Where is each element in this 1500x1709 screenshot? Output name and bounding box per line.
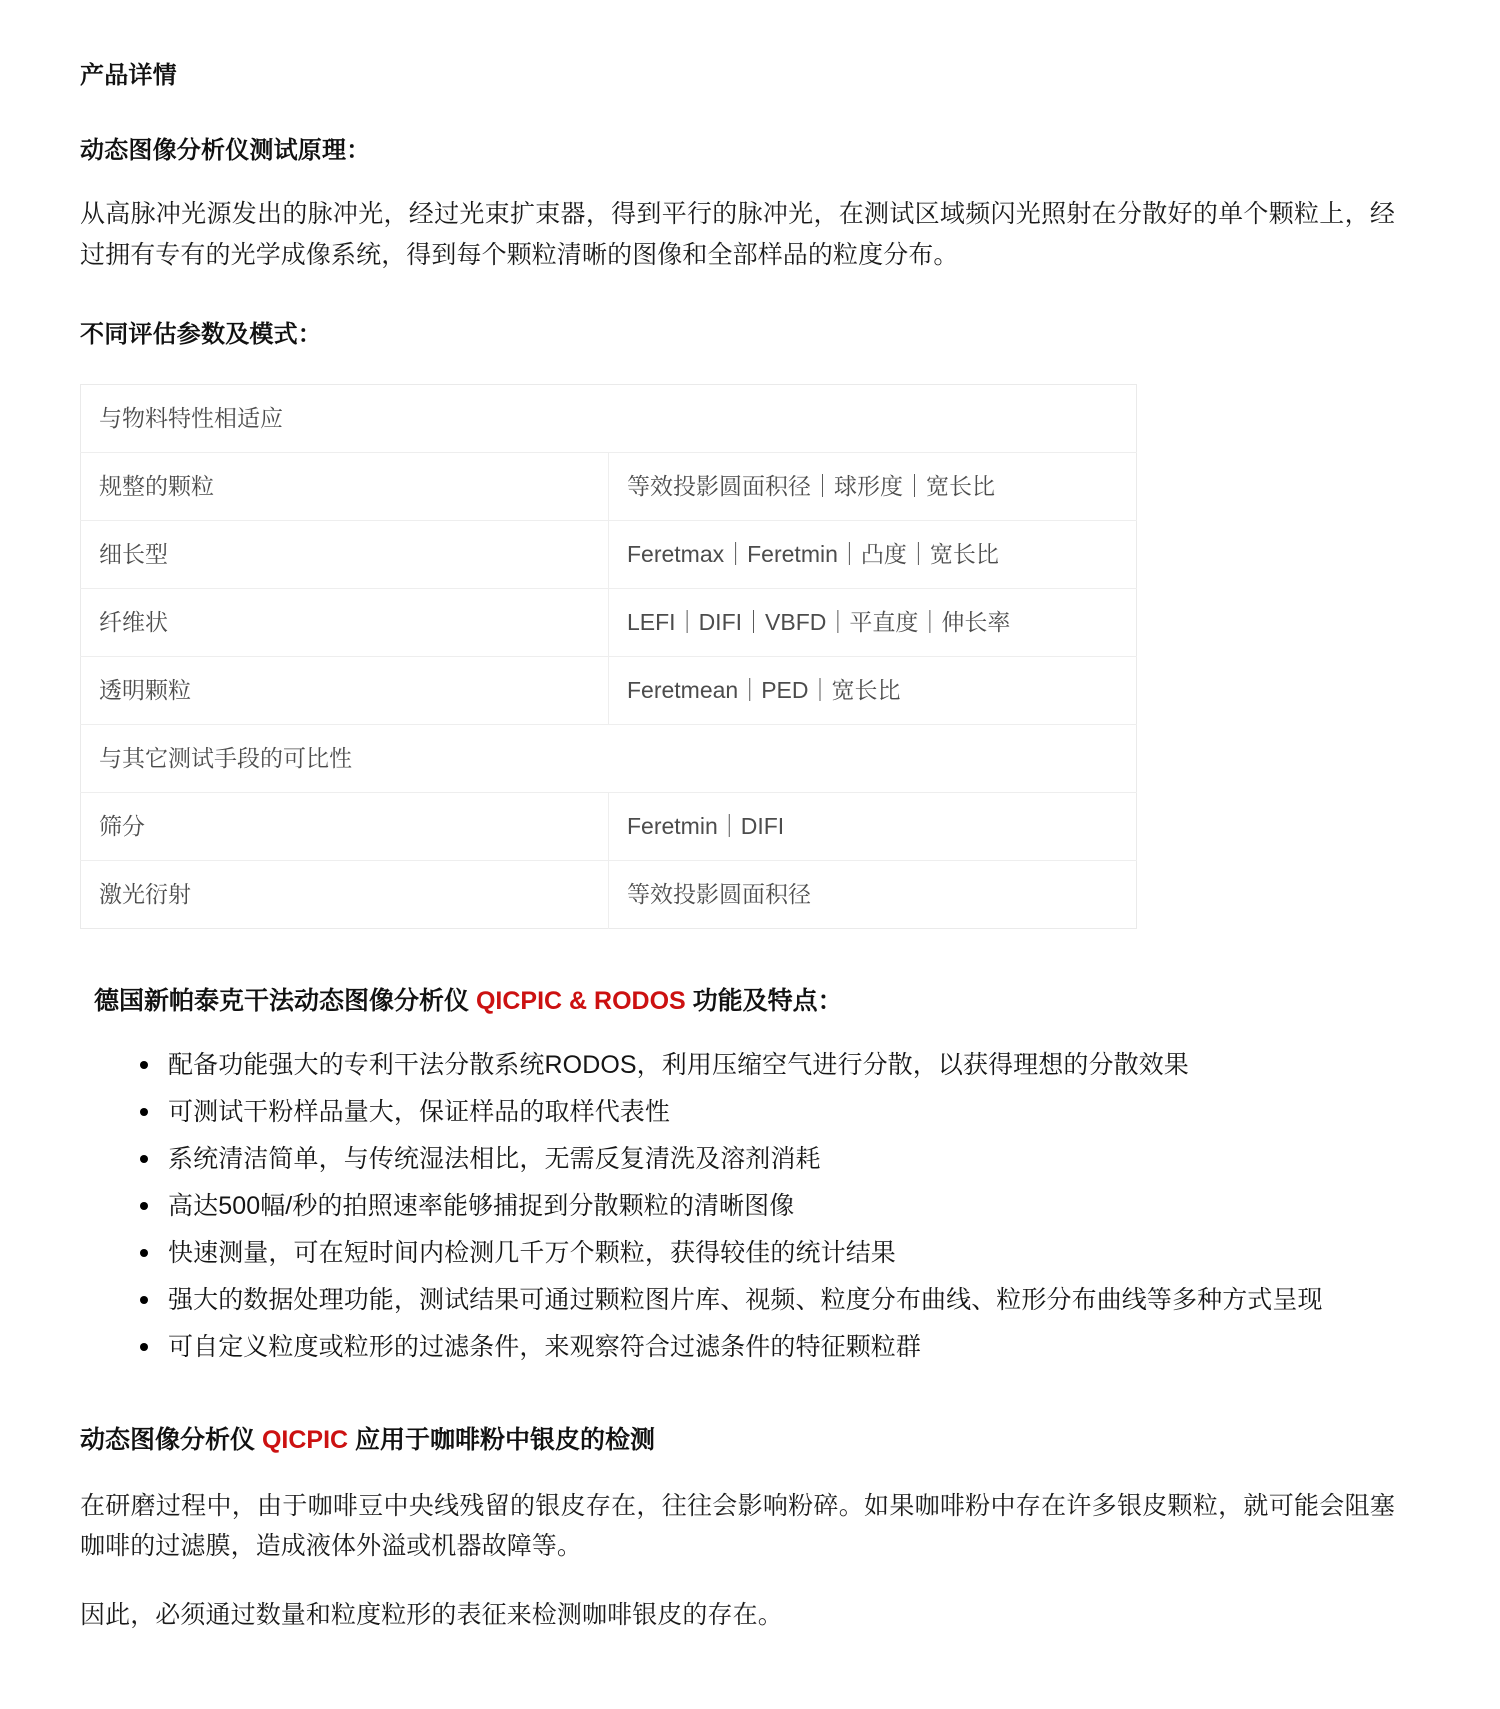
- feature-list-item: 高达500幅/秒的拍照速率能够捕捉到分散颗粒的清晰图像: [134, 1186, 1395, 1226]
- parameters-heading: 不同评估参数及模式：: [80, 321, 322, 349]
- table-row: [81, 792, 1137, 860]
- feature-list-item: 快速测量，可在短时间内检测几千万个颗粒，获得较佳的统计结果: [134, 1233, 1395, 1273]
- parameter-table-container: [80, 384, 1137, 929]
- principle-heading: 动态图像分析仪测试原理：: [80, 137, 371, 165]
- table-row: [81, 452, 1137, 520]
- feature-list-item: 系统清洁简单，与传统湿法相比，无需反复清洗及溶剂消耗: [134, 1139, 1395, 1179]
- table-cell-category: 细长型: [81, 520, 609, 588]
- table-cell-category: 规整的颗粒: [81, 452, 609, 520]
- table-cell-parameters: 等效投影圆面积径: [609, 860, 1137, 928]
- application-heading-brand: QICPIC: [261, 1425, 349, 1454]
- table-group-label: 与其它测试手段的可比性: [81, 724, 1137, 792]
- table-group-row: [81, 724, 1137, 792]
- features-heading-suffix: 功能及特点：: [685, 986, 843, 1015]
- feature-list-item: 可测试干粉样品量大，保证样品的取样代表性: [134, 1092, 1395, 1132]
- table-row: [81, 588, 1137, 656]
- page-title: 产品详情: [80, 62, 177, 89]
- table-row: [81, 860, 1137, 928]
- features-heading-prefix: 德国新帕泰克干法动态图像分析仪: [94, 986, 476, 1015]
- table-cell-parameters: Feretmin｜DIFI: [609, 792, 1137, 860]
- table-group-row: [81, 384, 1137, 452]
- feature-list-item: 可自定义粒度或粒形的过滤条件，来观察符合过滤条件的特征颗粒群: [134, 1327, 1395, 1367]
- table-cell-parameters: 等效投影圆面积径｜球形度｜宽长比: [609, 452, 1137, 520]
- table-cell-category: 筛分: [81, 792, 609, 860]
- principle-paragraph: 从高脉冲光源发出的脉冲光，经过光束扩束器，得到平行的脉冲光，在测试区域频闪光照射在分散好的单个颗粒上，经过拥有专有的光学成像系统，得到每个颗粒清晰的图像和全部样品的粒度分布。: [80, 200, 1395, 269]
- application-paragraph-1: 在研磨过程中，由于咖啡豆中央线残留的银皮存在，往往会影响粉碎。如果咖啡粉中存在许多银皮颗粒，就可能会阻塞咖啡的过滤膜，造成液体外溢或机器故障等。: [80, 1491, 1395, 1561]
- table-group-label: 与物料特性相适应: [99, 404, 283, 431]
- table-cell-category: 透明颗粒: [81, 656, 609, 724]
- table-row: [81, 520, 1137, 588]
- table-cell-parameters: LEFI｜DIFI｜VBFD｜平直度｜伸长率: [609, 588, 1137, 656]
- table-cell-parameters: Feretmax｜Feretmin｜凸度｜宽长比: [609, 520, 1137, 588]
- application-heading: [80, 1423, 1395, 1458]
- application-heading-suffix: 应用于咖啡粉中银皮的检测: [348, 1425, 656, 1454]
- application-heading-prefix: 动态图像分析仪: [80, 1425, 262, 1454]
- parameter-mode-table: [80, 384, 1137, 929]
- table-cell-parameters: Feretmean｜PED｜宽长比: [609, 656, 1137, 724]
- table-row: [81, 656, 1137, 724]
- features-heading-brand: QICPIC & RODOS: [475, 986, 686, 1015]
- table-cell-category: 激光衍射: [81, 860, 609, 928]
- table-cell-category: 纤维状: [81, 588, 609, 656]
- feature-list-item: 配备功能强大的专利干法分散系统RODOS，利用压缩空气进行分散，以获得理想的分散效果: [134, 1045, 1395, 1085]
- feature-list: [80, 1045, 1395, 1367]
- feature-list-item: 强大的数据处理功能，测试结果可通过颗粒图片库、视频、粒度分布曲线、粒形分布曲线等多种方式呈现: [134, 1280, 1395, 1320]
- application-paragraph-2: 因此，必须通过数量和粒度粒形的表征来检测咖啡银皮的存在。: [80, 1600, 783, 1629]
- features-heading: [80, 984, 1395, 1019]
